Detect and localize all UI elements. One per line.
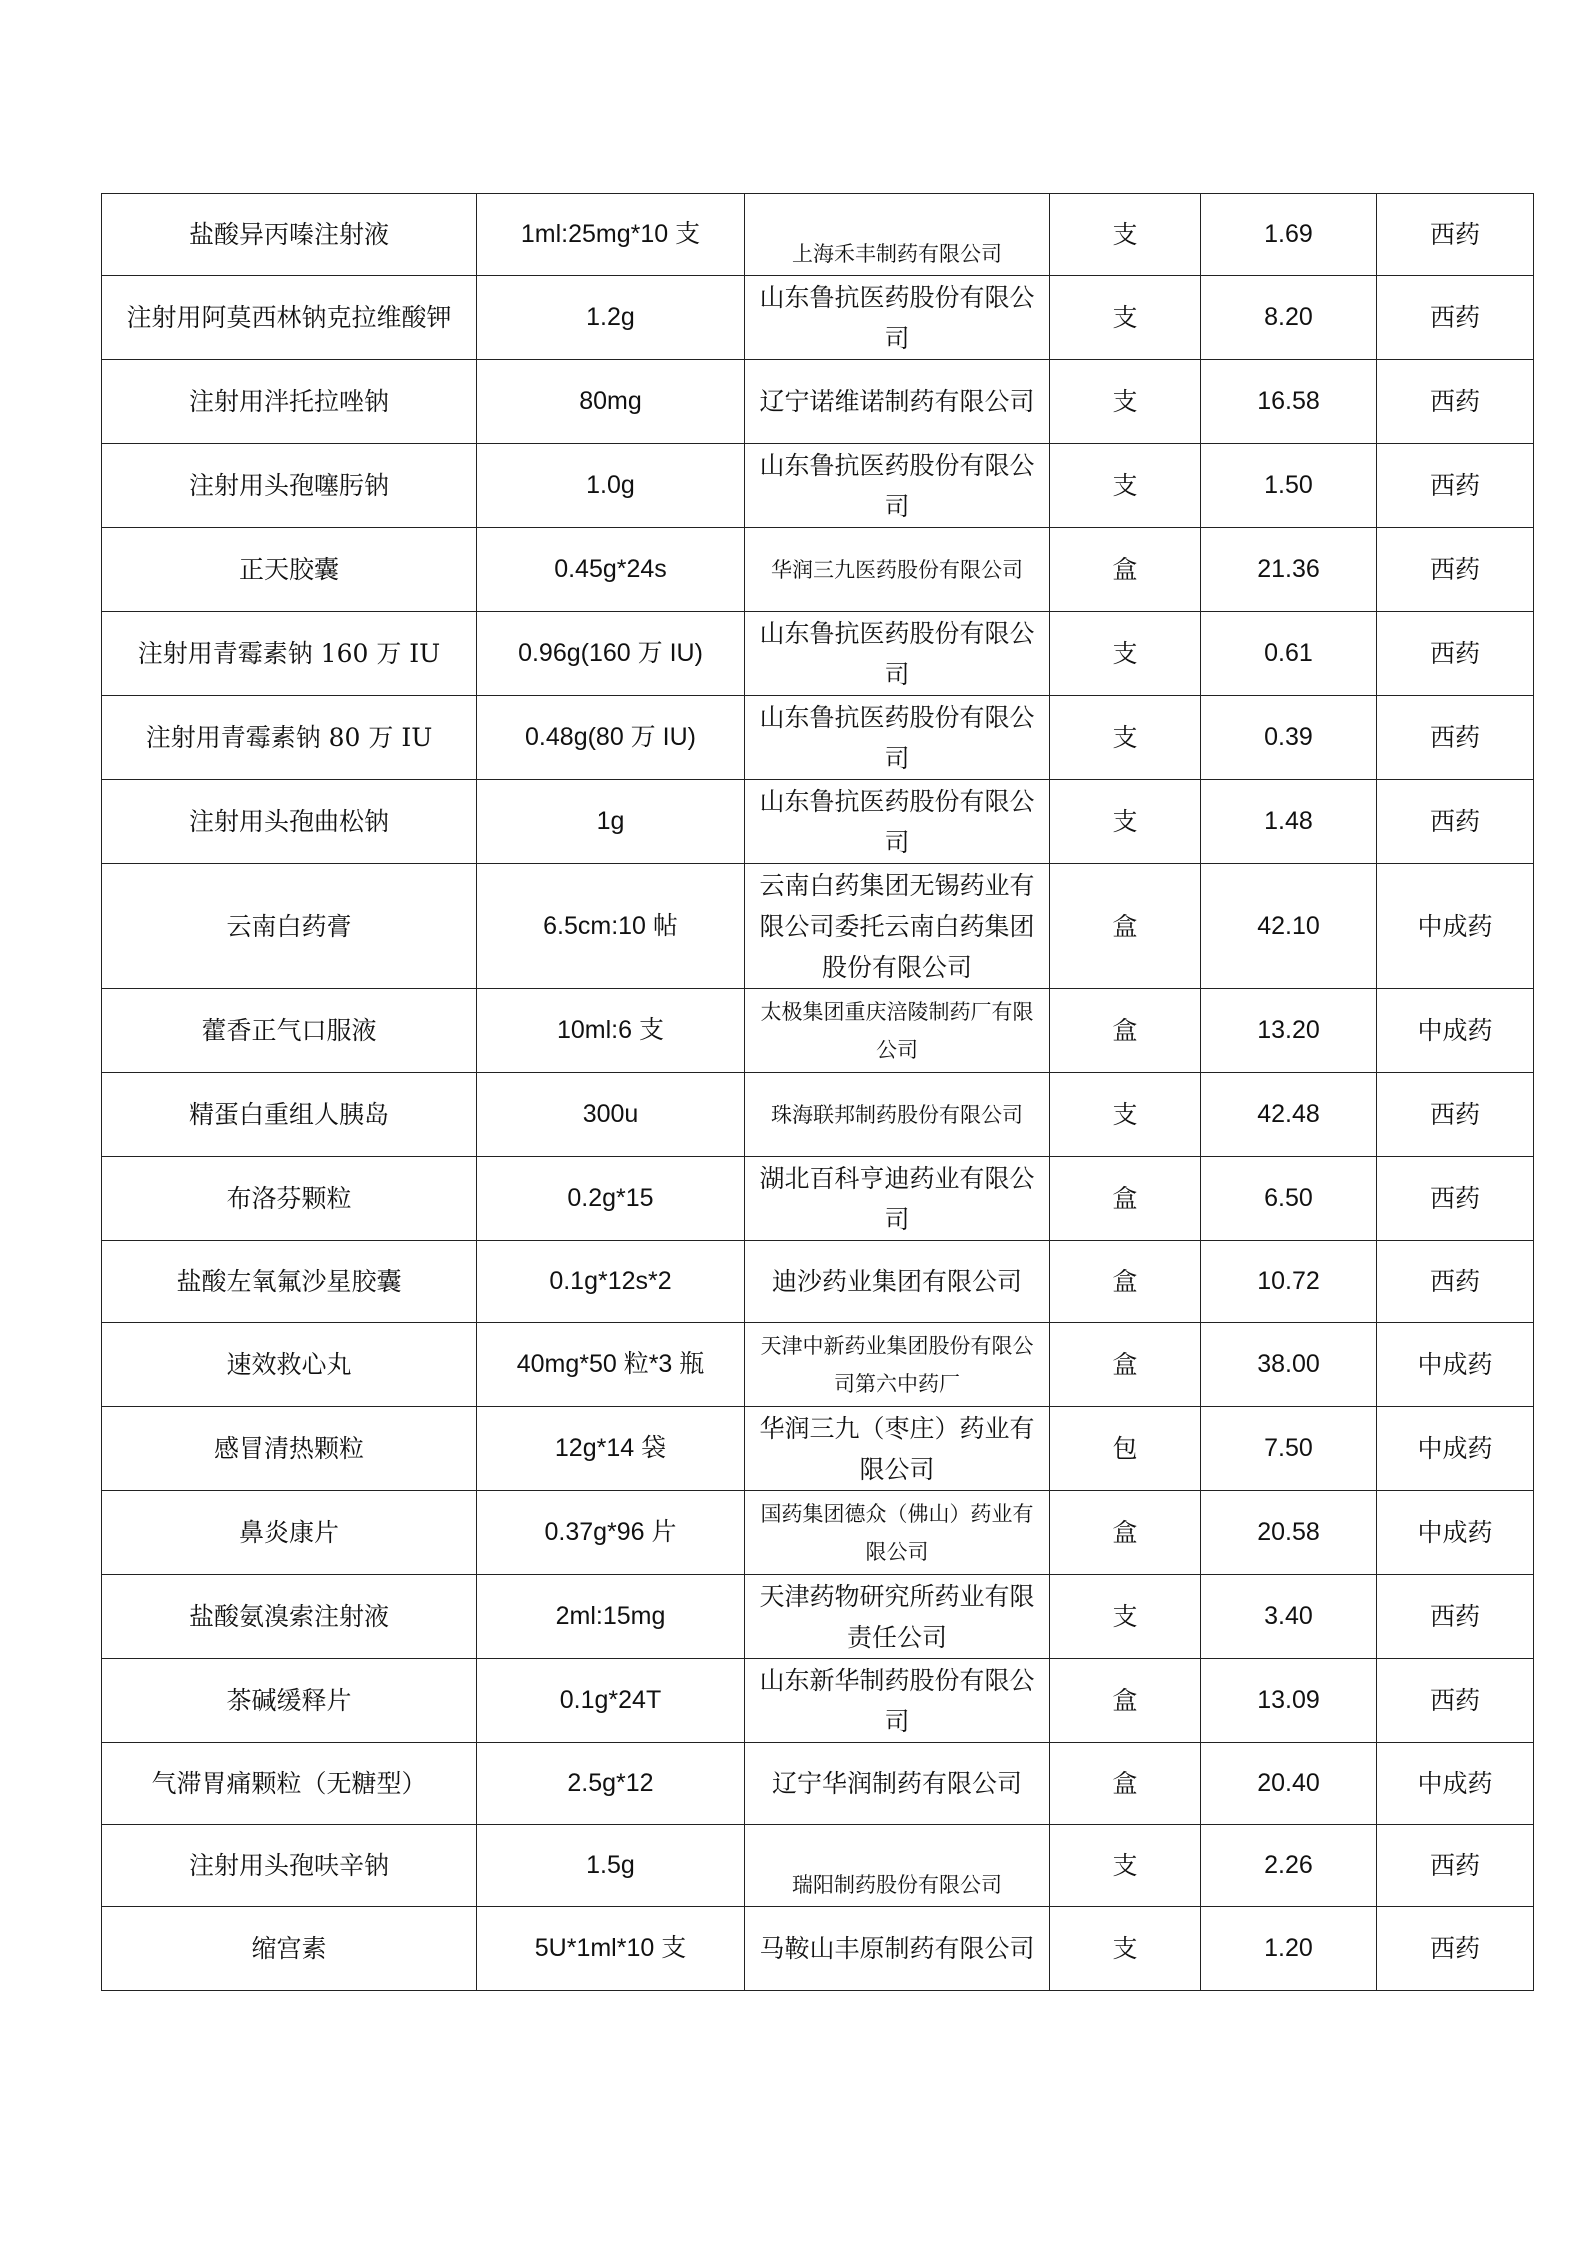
- category-cell: 西药: [1377, 1575, 1534, 1659]
- drug-name-cell: 注射用头孢曲松钠: [102, 780, 477, 864]
- spec-cell: 0.48g(80 万 IU): [477, 696, 745, 780]
- manufacturer-cell: 山东新华制药股份有限公司: [745, 1659, 1050, 1743]
- unit-cell: 支: [1050, 612, 1201, 696]
- category-cell: 西药: [1377, 1825, 1534, 1907]
- table-row: [102, 1825, 1534, 1907]
- price-cell: 1.48: [1201, 780, 1377, 864]
- drug-name-cell: 速效救心丸: [102, 1323, 477, 1407]
- table-row: [102, 1241, 1534, 1323]
- category-cell: 西药: [1377, 1073, 1534, 1157]
- price-cell: 42.10: [1201, 864, 1377, 989]
- drug-name-cell: 精蛋白重组人胰岛: [102, 1073, 477, 1157]
- unit-cell: 支: [1050, 1073, 1201, 1157]
- category-cell: 中成药: [1377, 989, 1534, 1073]
- price-cell: 0.39: [1201, 696, 1377, 780]
- spec-cell: 1g: [477, 780, 745, 864]
- manufacturer-cell: 珠海联邦制药股份有限公司: [745, 1073, 1050, 1157]
- category-cell: 西药: [1377, 612, 1534, 696]
- category-cell: 西药: [1377, 360, 1534, 444]
- drug-name-cell: 注射用泮托拉唑钠: [102, 360, 477, 444]
- drug-name-cell: 注射用阿莫西林钠克拉维酸钾: [102, 276, 477, 360]
- category-cell: 西药: [1377, 780, 1534, 864]
- category-cell: 西药: [1377, 194, 1534, 276]
- table-row: [102, 1407, 1534, 1491]
- price-cell: 0.61: [1201, 612, 1377, 696]
- category-cell: 中成药: [1377, 1743, 1534, 1825]
- category-cell: 西药: [1377, 444, 1534, 528]
- drug-name-cell: 注射用头孢呋辛钠: [102, 1825, 477, 1907]
- drug-name-cell: 注射用青霉素钠 80 万 IU: [102, 696, 477, 780]
- spec-cell: 2ml:15mg: [477, 1575, 745, 1659]
- manufacturer-cell: 辽宁诺维诺制药有限公司: [745, 360, 1050, 444]
- table-row: [102, 989, 1534, 1073]
- manufacturer-cell: 云南白药集团无锡药业有限公司委托云南白药集团股份有限公司: [745, 864, 1050, 989]
- category-cell: 中成药: [1377, 864, 1534, 989]
- manufacturer-cell: 上海禾丰制药有限公司: [745, 194, 1050, 276]
- table-row: [102, 194, 1534, 276]
- category-cell: 西药: [1377, 1157, 1534, 1241]
- table-row: [102, 696, 1534, 780]
- unit-cell: 支: [1050, 1907, 1201, 1991]
- spec-cell: 0.2g*15: [477, 1157, 745, 1241]
- price-cell: 8.20: [1201, 276, 1377, 360]
- drug-name-cell: 盐酸氨溴索注射液: [102, 1575, 477, 1659]
- drug-name-cell: 盐酸异丙嗪注射液: [102, 194, 477, 276]
- drug-name-cell: 缩宫素: [102, 1907, 477, 1991]
- drug-name-cell: 茶碱缓释片: [102, 1659, 477, 1743]
- spec-cell: 80mg: [477, 360, 745, 444]
- category-cell: 中成药: [1377, 1323, 1534, 1407]
- unit-cell: 支: [1050, 1575, 1201, 1659]
- spec-cell: 1.5g: [477, 1825, 745, 1907]
- table-row: [102, 1491, 1534, 1575]
- table-row: [102, 1157, 1534, 1241]
- table-row: [102, 1323, 1534, 1407]
- price-cell: 1.50: [1201, 444, 1377, 528]
- unit-cell: 支: [1050, 444, 1201, 528]
- price-cell: 1.20: [1201, 1907, 1377, 1991]
- drug-name-cell: 注射用青霉素钠 160 万 IU: [102, 612, 477, 696]
- price-cell: 21.36: [1201, 528, 1377, 612]
- price-cell: 38.00: [1201, 1323, 1377, 1407]
- price-cell: 42.48: [1201, 1073, 1377, 1157]
- manufacturer-cell: 辽宁华润制药有限公司: [745, 1743, 1050, 1825]
- category-cell: 西药: [1377, 528, 1534, 612]
- manufacturer-cell: 天津中新药业集团股份有限公司第六中药厂: [745, 1323, 1050, 1407]
- spec-cell: 10ml:6 支: [477, 989, 745, 1073]
- unit-cell: 盒: [1050, 864, 1201, 989]
- spec-cell: 0.96g(160 万 IU): [477, 612, 745, 696]
- manufacturer-cell: 国药集团德众（佛山）药业有限公司: [745, 1491, 1050, 1575]
- drug-name-cell: 鼻炎康片: [102, 1491, 477, 1575]
- manufacturer-cell: 华润三九（枣庄）药业有限公司: [745, 1407, 1050, 1491]
- category-cell: 西药: [1377, 696, 1534, 780]
- manufacturer-cell: 天津药物研究所药业有限责任公司: [745, 1575, 1050, 1659]
- manufacturer-cell: 马鞍山丰原制药有限公司: [745, 1907, 1050, 1991]
- table-body: [102, 194, 1534, 1991]
- unit-cell: 支: [1050, 780, 1201, 864]
- price-cell: 1.69: [1201, 194, 1377, 276]
- table-row: [102, 1575, 1534, 1659]
- manufacturer-cell: 湖北百科亨迪药业有限公司: [745, 1157, 1050, 1241]
- unit-cell: 包: [1050, 1407, 1201, 1491]
- table-row: [102, 864, 1534, 989]
- spec-cell: 5U*1ml*10 支: [477, 1907, 745, 1991]
- manufacturer-cell: 山东鲁抗医药股份有限公司: [745, 612, 1050, 696]
- unit-cell: 盒: [1050, 1659, 1201, 1743]
- unit-cell: 盒: [1050, 1323, 1201, 1407]
- drug-name-cell: 感冒清热颗粒: [102, 1407, 477, 1491]
- spec-cell: 12g*14 袋: [477, 1407, 745, 1491]
- manufacturer-cell: 太极集团重庆涪陵制药厂有限公司: [745, 989, 1050, 1073]
- drug-name-cell: 盐酸左氧氟沙星胶囊: [102, 1241, 477, 1323]
- unit-cell: 盒: [1050, 989, 1201, 1073]
- table-row: [102, 276, 1534, 360]
- unit-cell: 支: [1050, 696, 1201, 780]
- unit-cell: 支: [1050, 360, 1201, 444]
- spec-cell: 2.5g*12: [477, 1743, 745, 1825]
- manufacturer-cell: 迪沙药业集团有限公司: [745, 1241, 1050, 1323]
- category-cell: 西药: [1377, 1659, 1534, 1743]
- price-cell: 20.58: [1201, 1491, 1377, 1575]
- price-cell: 13.09: [1201, 1659, 1377, 1743]
- category-cell: 西药: [1377, 1907, 1534, 1991]
- price-cell: 6.50: [1201, 1157, 1377, 1241]
- spec-cell: 300u: [477, 1073, 745, 1157]
- table-row: [102, 1743, 1534, 1825]
- drug-name-cell: 正天胶囊: [102, 528, 477, 612]
- drug-name-cell: 云南白药膏: [102, 864, 477, 989]
- price-cell: 3.40: [1201, 1575, 1377, 1659]
- drug-price-table: [101, 193, 1534, 1991]
- manufacturer-cell: 山东鲁抗医药股份有限公司: [745, 780, 1050, 864]
- unit-cell: 支: [1050, 276, 1201, 360]
- spec-cell: 0.1g*24T: [477, 1659, 745, 1743]
- spec-cell: 0.45g*24s: [477, 528, 745, 612]
- manufacturer-cell: 山东鲁抗医药股份有限公司: [745, 696, 1050, 780]
- manufacturer-cell: 山东鲁抗医药股份有限公司: [745, 276, 1050, 360]
- table-row: [102, 780, 1534, 864]
- price-cell: 7.50: [1201, 1407, 1377, 1491]
- unit-cell: 盒: [1050, 1743, 1201, 1825]
- price-cell: 20.40: [1201, 1743, 1377, 1825]
- price-cell: 2.26: [1201, 1825, 1377, 1907]
- price-cell: 13.20: [1201, 989, 1377, 1073]
- price-cell: 16.58: [1201, 360, 1377, 444]
- manufacturer-cell: 华润三九医药股份有限公司: [745, 528, 1050, 612]
- category-cell: 西药: [1377, 276, 1534, 360]
- table-row: [102, 1659, 1534, 1743]
- drug-name-cell: 气滞胃痛颗粒（无糖型）: [102, 1743, 477, 1825]
- table-row: [102, 528, 1534, 612]
- table-row: [102, 1907, 1534, 1991]
- drug-name-cell: 布洛芬颗粒: [102, 1157, 477, 1241]
- unit-cell: 盒: [1050, 1157, 1201, 1241]
- spec-cell: 1.0g: [477, 444, 745, 528]
- unit-cell: 支: [1050, 1825, 1201, 1907]
- spec-cell: 6.5cm:10 帖: [477, 864, 745, 989]
- category-cell: 中成药: [1377, 1407, 1534, 1491]
- spec-cell: 40mg*50 粒*3 瓶: [477, 1323, 745, 1407]
- table-row: [102, 612, 1534, 696]
- category-cell: 西药: [1377, 1241, 1534, 1323]
- spec-cell: 1ml:25mg*10 支: [477, 194, 745, 276]
- spec-cell: 0.37g*96 片: [477, 1491, 745, 1575]
- spec-cell: 0.1g*12s*2: [477, 1241, 745, 1323]
- table-row: [102, 1073, 1534, 1157]
- table-row: [102, 360, 1534, 444]
- drug-name-cell: 注射用头孢噻肟钠: [102, 444, 477, 528]
- unit-cell: 盒: [1050, 528, 1201, 612]
- drug-name-cell: 藿香正气口服液: [102, 989, 477, 1073]
- table-row: [102, 444, 1534, 528]
- manufacturer-cell: 山东鲁抗医药股份有限公司: [745, 444, 1050, 528]
- unit-cell: 盒: [1050, 1241, 1201, 1323]
- unit-cell: 盒: [1050, 1491, 1201, 1575]
- category-cell: 中成药: [1377, 1491, 1534, 1575]
- price-cell: 10.72: [1201, 1241, 1377, 1323]
- manufacturer-cell: 瑞阳制药股份有限公司: [745, 1825, 1050, 1907]
- unit-cell: 支: [1050, 194, 1201, 276]
- spec-cell: 1.2g: [477, 276, 745, 360]
